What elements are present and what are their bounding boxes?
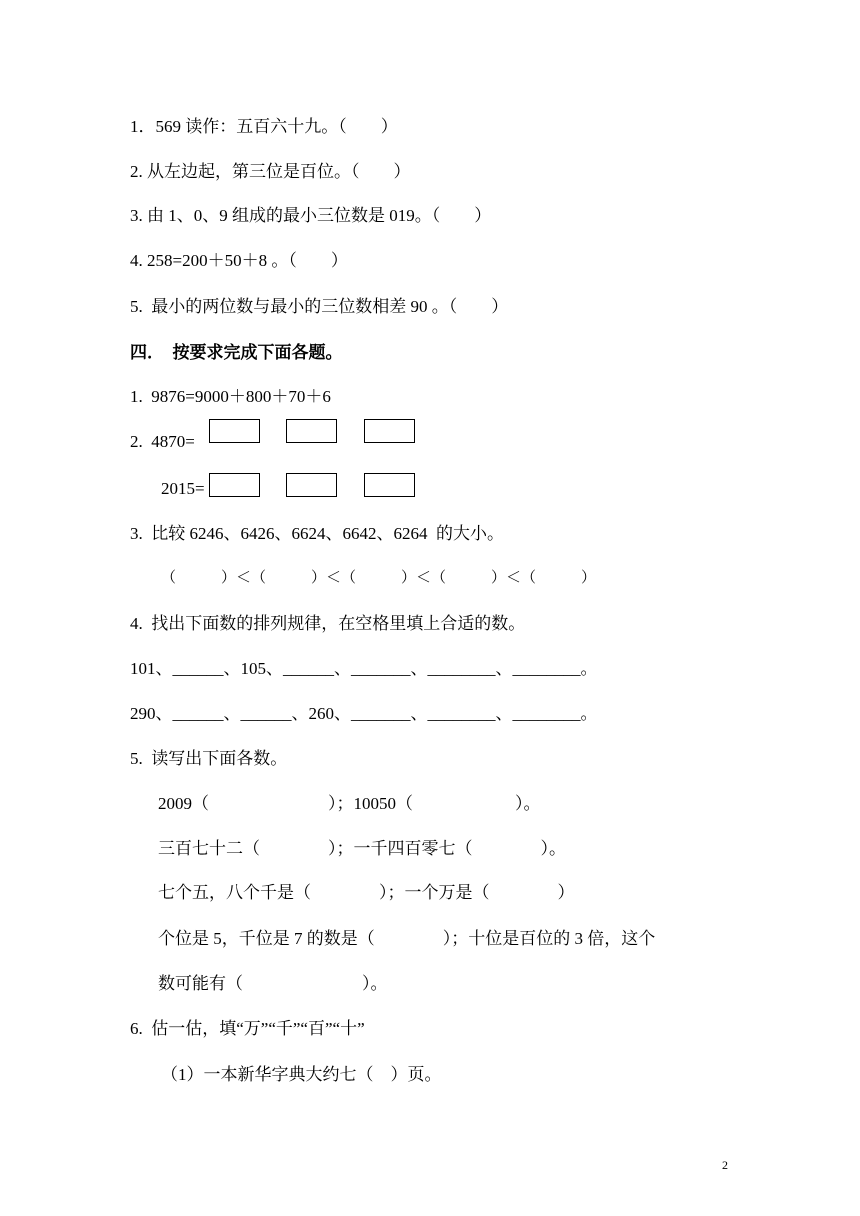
question-4-row-1: 101、______、105、______、_______、________、________。 [130,659,598,678]
answer-box[interactable] [364,473,415,497]
question-6: 6. 估一估，填“万”“千”“百”“十” [130,1019,365,1038]
question-3-blanks: （ ）＜（ ）＜（ ）＜（ ）＜（ ） [161,570,597,586]
judge-question-5: 5. 最小的两位数与最小的三位数相差 90 。（ ） [130,297,509,316]
judge-question-3: 3. 由 1、0、9 组成的最小三位数是 019。（ ） [130,206,492,225]
question-6-item-1: （1）一本新华字典大约七（ ）页。 [161,1065,442,1084]
question-3: 3. 比较 6246、6426、6624、6642、6264 的大小。 [130,524,504,543]
question-4: 4. 找出下面数的排列规律，在空格里填上合适的数。 [130,614,526,633]
question-5-line-3: 七个五，八个千是（ ）；一个万是（ ） [158,883,575,902]
page-number: 2 [722,1158,728,1172]
answer-box[interactable] [209,419,260,443]
question-5-line-5: 数可能有（ ）。 [158,974,388,993]
answer-box[interactable] [364,419,415,443]
judge-question-2: 2. 从左边起，第三位是百位。（ ） [130,162,411,181]
question-1: 1. 9876=9000＋800＋70＋6 [130,387,331,406]
answer-box[interactable] [209,473,260,497]
question-5-line-2: 三百七十二（ ）；一千四百零七（ ）。 [158,839,566,858]
question-2-label: 2. 4870= [130,432,195,451]
question-4-row-2: 290、______、______、260、_______、________、________。 [130,704,598,723]
answer-box[interactable] [286,473,337,497]
question-5-line-4: 个位是 5，千位是 7 的数是（ ）；十位是百位的 3 倍，这个 [158,929,656,948]
question-5-line-1: 2009（ ）；10050（ ）。 [158,794,541,813]
judge-question-1: 1．569 读作：五百六十九。（ ） [130,117,398,136]
section-heading: 四． 按要求完成下面各题。 [130,343,343,362]
question-2-label-2: 2015= [161,479,205,498]
judge-question-4: 4. 258=200＋50＋8 。（ ） [130,251,348,270]
answer-box[interactable] [286,419,337,443]
question-5: 5. 读写出下面各数。 [130,749,288,768]
